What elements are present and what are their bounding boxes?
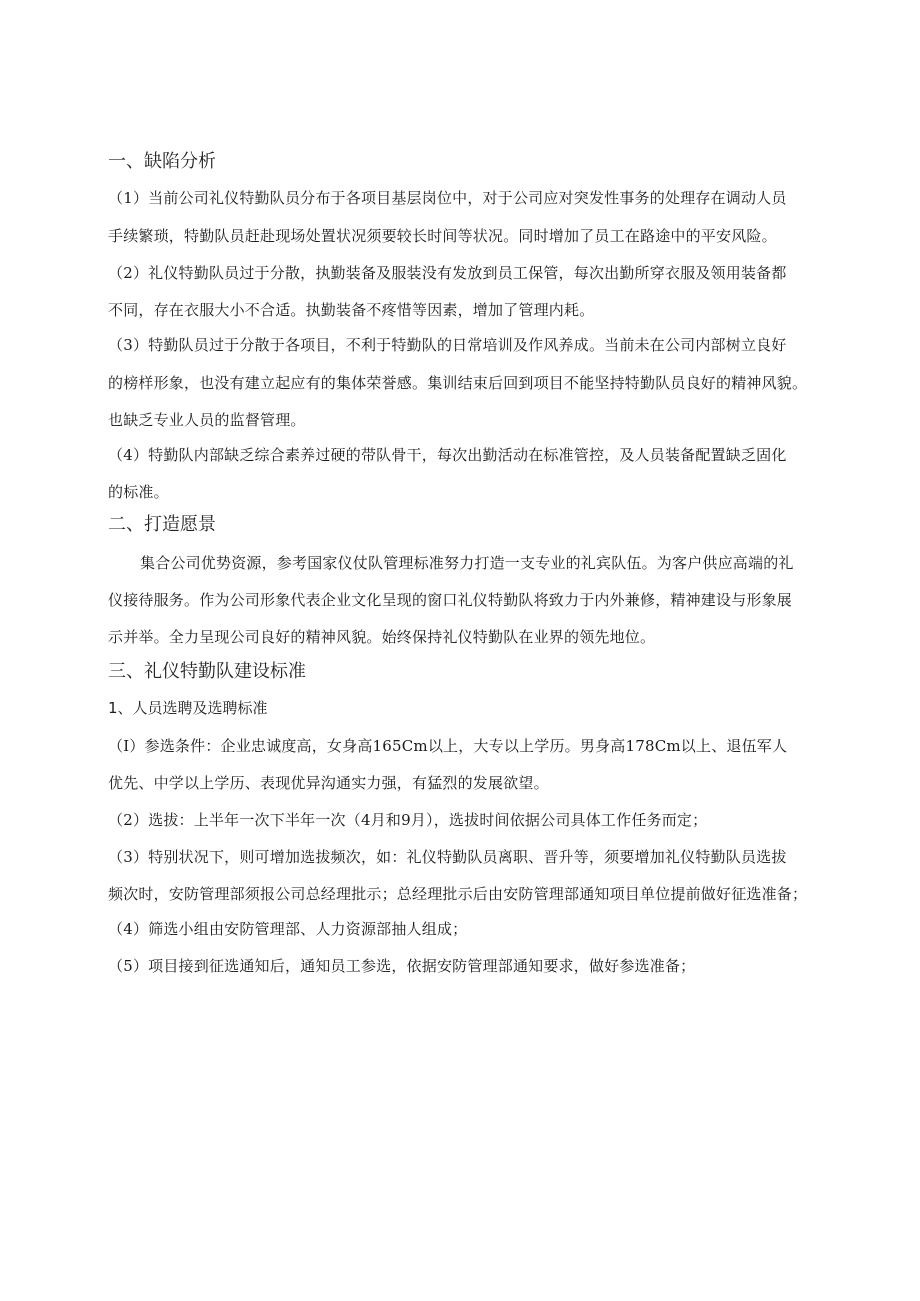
- paragraph-line: 仪接待服务。作为公司形象代表企业文化呈现的窗口礼仪特勤队将致力于内外兼修，精神建设与形象展: [108, 591, 793, 609]
- paragraph-line: 的标准。: [108, 483, 169, 501]
- paragraph-line: 优先、中学以上学历、表现优异沟通实力强，有猛烈的发展欲望。: [108, 774, 549, 792]
- paragraph-line: 示并举。全力呈现公司良好的精神风貌。始终保持礼仪特勤队在业界的领先地位。: [108, 628, 656, 646]
- paragraph-line: 的榜样形象，也没有建立起应有的集体荣誉感。集训结束后回到项目不能坚持特勤队员良好的精神风貌。: [108, 374, 808, 392]
- paragraph-line: （1）当前公司礼仪特勤队员分布于各项目基层岗位中，对于公司应对突发性事务的处理存在调动人员: [108, 189, 787, 207]
- section-heading-defect-analysis: 一、缺陷分析: [108, 151, 216, 172]
- paragraph-line: 频次时，安防管理部须报公司总经理批示；总经理批示后由安防管理部通知项目单位提前做好征选准备；: [108, 885, 808, 903]
- paragraph-line: （3）特别状况下，则可增加选拔频次，如：礼仪特勤队员离职、晋升等，须要增加礼仪特勤队员选拔: [108, 848, 787, 866]
- paragraph-line: （4）筛选小组由安防管理部、人力资源部抽人组成；: [108, 920, 468, 938]
- paragraph-line: （3）特勤队员过于分散于各项目，不利于特勤队的日常培训及作风养成。当前未在公司内部树立良好: [108, 336, 787, 354]
- paragraph-line: 集合公司优势资源，参考国家仪仗队管理标准努力打造一支专业的礼宾队伍。为客户供应高端的礼: [140, 554, 794, 572]
- subsection-heading-selection: 1、人员选聘及选聘标准: [108, 699, 268, 717]
- paragraph-line: （2）礼仪特勤队员过于分散，执勤装备及服装没有发放到员工保管，每次出勤所穿衣服及领用装备都: [108, 264, 787, 282]
- paragraph-line: （2）选拔：上半年一次下半年一次（4月和9月），选拔时间依据公司具体工作任务而定；: [108, 811, 708, 829]
- paragraph-line: （5）项目接到征选通知后，通知员工参选，依据安防管理部通知要求，做好参选准备；: [108, 957, 696, 975]
- paragraph-line: 也缺乏专业人员的监督管理。: [108, 411, 306, 429]
- section-heading-standards: 三、礼仪特勤队建设标准: [108, 661, 306, 682]
- paragraph-line: （I）参选条件：企业忠诚度高，女身高165Cm以上，大专以上学历。男身高178Cm以上、退伍军人: [108, 737, 788, 755]
- paragraph-line: （4）特勤队内部缺乏综合素养过硬的带队骨干，每次出勤活动在标准管控，及人员装备配置缺乏固化: [108, 446, 787, 464]
- paragraph-line: 不同，存在衣服大小不合适。执勤装备不疼惜等因素，增加了管理内耗。: [108, 301, 595, 319]
- section-heading-vision: 二、打造愿景: [108, 514, 216, 535]
- paragraph-line: 手续繁琐，特勤队员赶赴现场处置状况须要较长时间等状况。同时增加了员工在路途中的平安风险。: [108, 227, 777, 245]
